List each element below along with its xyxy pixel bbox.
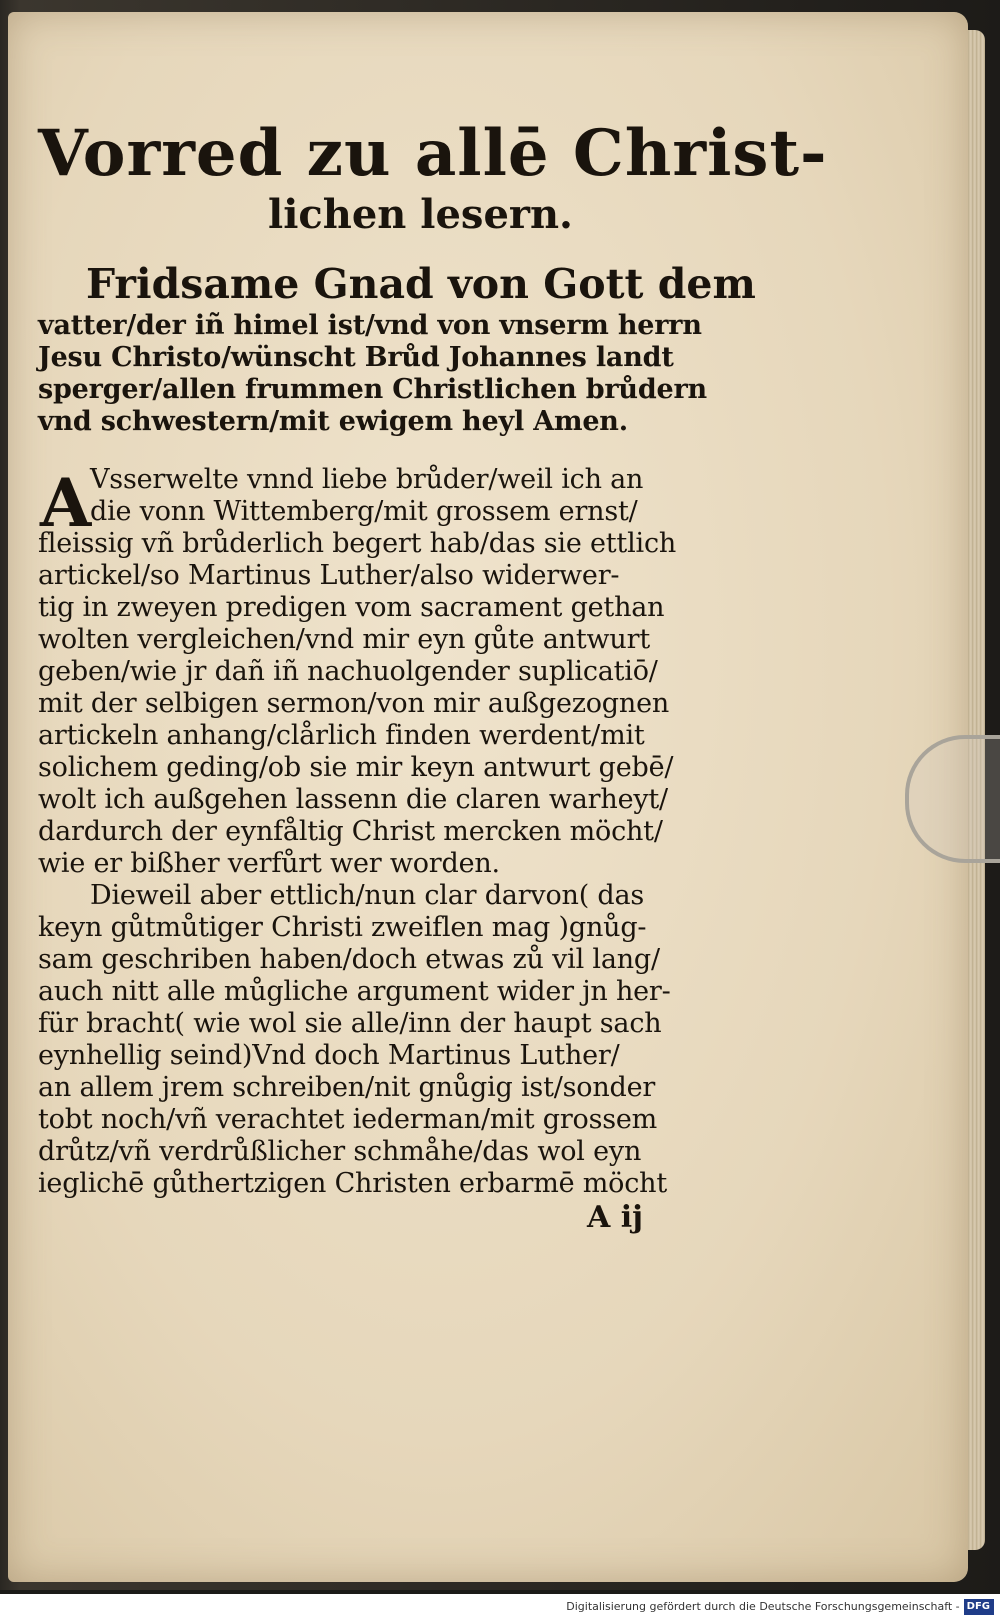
text-line: artickel/so Martinus Luther/also widerwer-: [38, 560, 620, 591]
text-line: die vonn Wittemberg/mit grossem ernst/: [90, 496, 638, 527]
text-line: tig in zweyen predigen vom sacrament gethan: [38, 592, 665, 623]
text-line: wie er bißher verfůrt wer worden.: [38, 848, 500, 879]
text-line: wolten vergleichen/vnd mir eyn gůte antwurt: [38, 624, 650, 655]
text-line: artickeln anhang/clårlich finden werdent/mit: [38, 720, 645, 751]
intro-lead: Fridsame Gnad von Gott dem: [86, 260, 756, 308]
text-line: für bracht( wie wol sie alle/inn der haupt sach: [38, 1008, 662, 1039]
intro-line: Jesu Christo/wünscht Brůd Johannes landt: [38, 342, 674, 373]
section-2: [38, 880, 743, 1236]
text-line: ieglichē gůthertzigen Christen erbarmē möcht: [38, 1168, 667, 1199]
text-line: eynhellig seind)Vnd doch Martinus Luther/: [38, 1040, 620, 1071]
intro-line: vnd schwestern/mit ewigem heyl Amen.: [38, 406, 628, 437]
section-1: [38, 464, 743, 880]
page-text: [38, 116, 828, 1236]
text-line: solichem geding/ob sie mir keyn antwurt gebē/: [38, 752, 674, 783]
text-line: wolt ich außgehen lassenn die claren warheyt/: [38, 784, 668, 815]
intro-block: [38, 258, 756, 438]
text-line: fleissig vñ brůderlich begert hab/das sie ettlich: [38, 528, 677, 559]
intro-line: sperger/allen frummen Christlichen brůdern: [38, 374, 707, 405]
text-line: tobt noch/vñ verachtet iederman/mit grossem: [38, 1104, 658, 1135]
text-line: geben/wie jr dañ iñ nachuolgender suplicatiō/: [38, 656, 658, 687]
text-line: sam geschriben haben/doch etwas zů vil lang/: [38, 944, 660, 975]
title-line-2: lichen lesern.: [268, 191, 573, 238]
text-line: an allem jrem schreiben/nit gnůgig ist/sonder: [38, 1072, 656, 1103]
footer-text: Digitalisierung gefördert durch die Deutsche Forschungsgemeinschaft -: [566, 1600, 960, 1613]
text-line: keyn gůtmůtiger Christi zweiflen mag )gnůg-: [38, 912, 647, 943]
text-line: Dieweil aber ettlich/nun clar darvon( das: [90, 880, 645, 911]
intro-line: vatter/der iñ himel ist/vnd von vnserm herrn: [38, 310, 702, 341]
text-line: drůtz/vñ verdrůßlicher schmåhe/das wol eyn: [38, 1136, 642, 1167]
text-line: mit der selbigen sermon/von mir außgezognen: [38, 688, 670, 719]
catchword: A ij: [587, 1200, 643, 1235]
digitization-footer: [0, 1594, 1000, 1619]
title-line-1: Vorred zu allē Christ-: [38, 116, 828, 191]
text-line: dardurch der eynfåltig Christ mercken möcht/: [38, 816, 663, 847]
text-line: auch nitt alle můgliche argument wider jn her-: [38, 976, 671, 1007]
drop-cap-initial: A: [40, 464, 92, 542]
dfg-logo: DFG: [964, 1599, 994, 1615]
text-line: Vsserwelte vnnd liebe brůder/weil ich an: [90, 464, 644, 495]
